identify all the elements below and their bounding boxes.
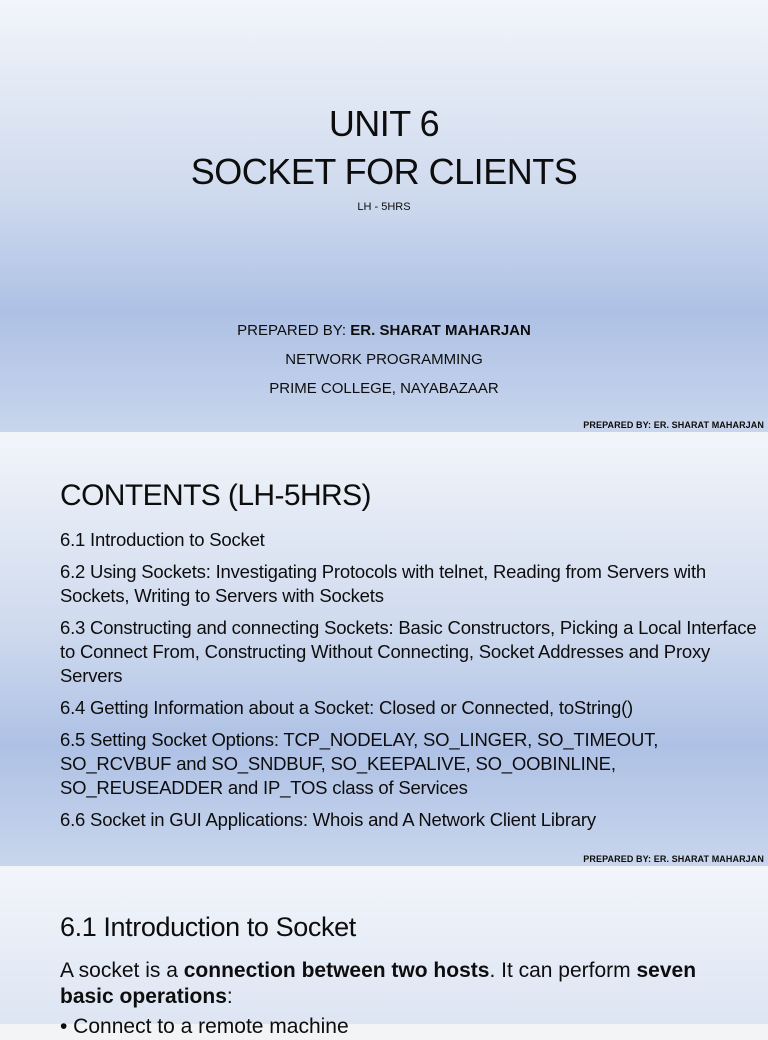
list-item: 6.4 Getting Information about a Socket: Closed or Connected, toString() [60,697,633,718]
slide-footer: PREPARED BY: ER. SHARAT MAHARJAN [583,420,764,430]
para-emphasis: connection between two hosts [183,959,490,982]
contents-slide [0,434,768,866]
para-emphasis: seven basic operations [60,959,697,1008]
title-slide [0,0,768,432]
slide-footer: PREPARED BY: ER. SHARAT MAHARJAN [583,854,764,864]
slide-subtitle: LH - 5HRS [357,201,411,213]
list-item: 6.3 Constructing and connecting Sockets: Basic Constructors, Picking a Local Interface to Connect From, Constructing Without Connecting, Socket Addresses and Proxy Servers [60,617,757,686]
author-name: ER. SHARAT MAHARJAN [350,322,531,339]
list-item: 6.2 Using Sockets: Investigating Protocols with telnet, Reading from Servers with Sockets, Writing to Servers with Sockets [60,561,706,606]
list-item: 6.5 Setting Socket Options: TCP_NODELAY, SO_LINGER, SO_TIMEOUT, SO_RCVBUF and SO_SNDBUF, SO_KEEPALIVE, SO_OOBINLINE, SO_REUSEADDER and IP_TOS class of Services [60,729,659,798]
college-name: PRIME COLLEGE, NAYABAZAAR [269,380,499,397]
prepared-by-label: PREPARED BY: [237,322,351,339]
course-name: NETWORK PROGRAMMING [285,351,483,368]
list-item: 6.1 Introduction to Socket [60,529,265,550]
slide-title [0,100,768,196]
slide-title: 6.1 Introduction to Socket [60,912,356,942]
list-item: 6.6 Socket in GUI Applications: Whois and A Network Client Library [60,809,596,830]
para-text: . It can perform [489,959,637,982]
slide-title: CONTENTS (LH-5HRS) [60,479,371,512]
title-line-unit: UNIT 6 [328,103,440,144]
author-info [0,316,768,403]
contents-list [60,528,760,840]
bullet-item-cut-off: • Connect to a remote machine [60,1015,349,1038]
title-line-topic: SOCKET FOR CLIENTS [190,151,578,192]
intro-slide [0,868,768,1038]
para-text: : [226,985,233,1008]
prepared-by-line [0,316,768,345]
intro-paragraph [60,958,740,1010]
para-text: A socket is a [60,959,184,982]
